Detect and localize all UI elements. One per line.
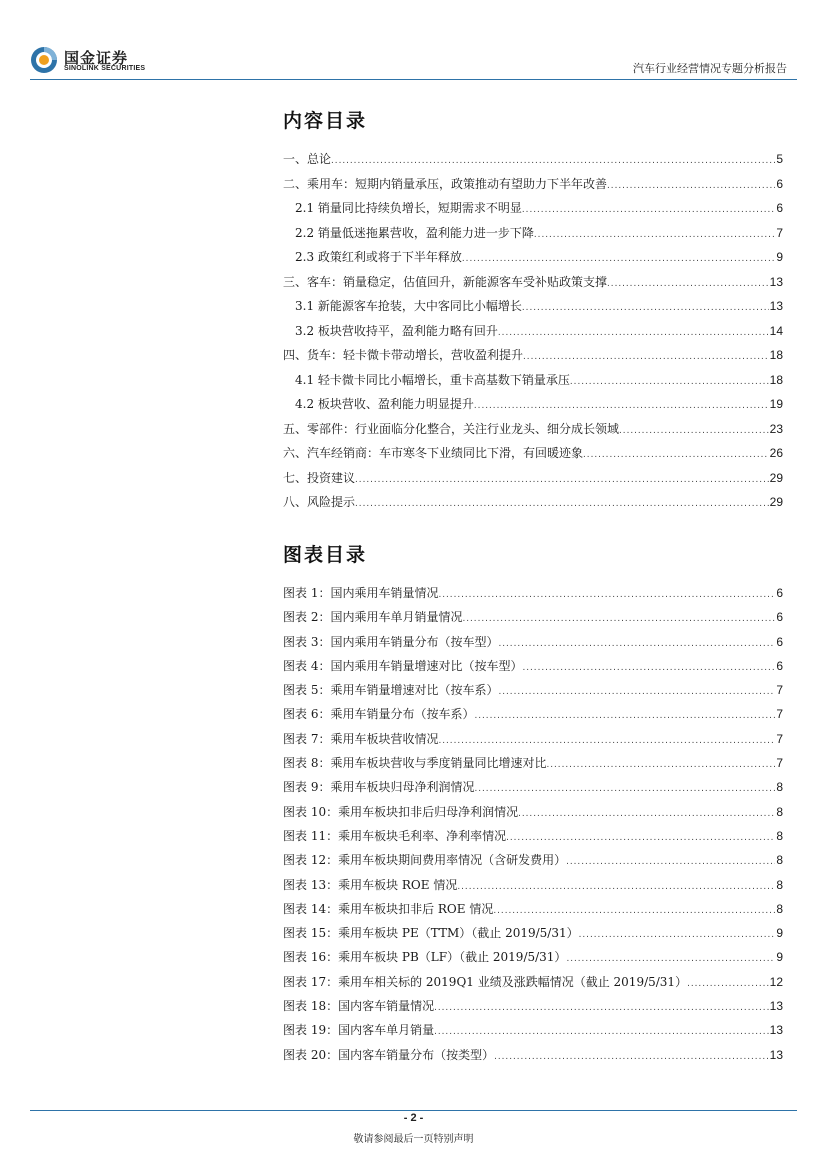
dot-leader (462, 607, 775, 631)
toc-entry-page-number: 5 (776, 152, 783, 166)
toc-entry-label: 六、汽车经销商：车市寒冬下业绩同比下滑，有回暖迹象 (283, 446, 584, 460)
toc-entry-label: 3.1 新能源客车抢装，大中客同比小幅增长 (295, 299, 522, 313)
figure-entry[interactable] (283, 897, 783, 921)
toc-entry-label: 2.3 政策红利或将于下半年释放 (295, 250, 462, 264)
company-logo (30, 46, 160, 78)
toc-entry[interactable] (283, 368, 783, 393)
figure-entry[interactable] (283, 751, 783, 775)
dot-leader (566, 947, 775, 971)
figure-entry-page-number: 7 (776, 756, 783, 771)
toc-entry[interactable] (283, 245, 783, 270)
dot-leader (498, 632, 775, 656)
toc-entry-label: 八、风险提示 (283, 495, 356, 509)
figure-entry-label: 图表 7：乘用车板块营收情况 (283, 731, 439, 746)
dot-leader (498, 321, 769, 346)
figure-entry-label: 图表 12：乘用车板块期间费用率情况（含研发费用） (283, 853, 567, 868)
toc-entry-label: 四、货车：轻卡微卡带动增长，营收盈利提升 (283, 348, 524, 362)
toc-entry-page-number: 26 (769, 446, 783, 460)
header-divider (30, 79, 797, 80)
toc-entry-page-number: 9 (776, 250, 783, 264)
figure-entry-page-number: 6 (776, 586, 783, 600)
toc-entry-page-number: 18 (769, 372, 783, 387)
figure-entry-page-number: 7 (776, 683, 783, 698)
dot-leader (534, 223, 775, 248)
dot-leader (522, 656, 775, 680)
dot-leader (494, 1045, 769, 1069)
dot-leader (434, 996, 769, 1020)
figure-entry-page-number: 7 (776, 707, 783, 722)
toc-entry-label: 五、零部件：行业面临分化整合，关注行业龙头、细分成长领域 (283, 421, 620, 436)
toc-entry[interactable] (283, 172, 783, 197)
figure-entry[interactable] (283, 1018, 783, 1042)
dot-leader (438, 729, 775, 753)
figure-entry[interactable] (283, 654, 783, 678)
page-header (0, 0, 827, 82)
toc-entry[interactable] (283, 270, 783, 295)
dot-leader (566, 850, 775, 874)
toc-entry[interactable] (283, 466, 783, 491)
figure-entry-label: 图表 16：乘用车板块 PB（LF）（截止 2019/5/31） (283, 950, 567, 965)
figure-entry-label: 图表 15：乘用车板块 PE（TTM）（截止 2019/5/31） (283, 926, 579, 941)
figure-entry[interactable] (283, 800, 783, 824)
sinolink-logo-icon (30, 46, 58, 74)
dot-leader (523, 345, 769, 370)
dot-leader (522, 198, 775, 223)
toc-entry-page-number: 18 (769, 348, 783, 362)
figure-entry[interactable] (283, 945, 783, 969)
dot-leader (570, 370, 769, 395)
figure-entry-page-number: 8 (776, 901, 783, 916)
logo-en-text: SINOLINK SECURITIES (64, 65, 146, 72)
figure-entry-page-number: 8 (776, 877, 783, 892)
dot-leader (579, 923, 776, 947)
toc-entry[interactable] (283, 319, 783, 344)
toc-entry-page-number: 6 (776, 176, 783, 191)
dot-leader (462, 247, 775, 272)
figure-entry[interactable] (283, 921, 783, 945)
figure-entry-page-number: 9 (776, 950, 783, 965)
figure-entry-page-number: 8 (776, 853, 783, 868)
dot-leader (522, 296, 769, 321)
dot-leader (474, 394, 769, 419)
dot-leader (474, 777, 775, 801)
disclaimer: 敬请参阅最后一页特别声明 (353, 1134, 474, 1145)
toc-entry-page-number: 13 (769, 274, 783, 289)
toc-entry-label: 2.1 销量同比持续负增长，短期需求不明显 (295, 201, 522, 215)
toc-entry-label: 4.1 轻卡微卡同比小幅增长，重卡高基数下销量承压 (295, 372, 570, 387)
toc-entry[interactable] (283, 147, 783, 172)
figure-entry-page-number: 8 (776, 804, 783, 819)
figure-entry-label: 图表 18：国内客车销量情况 (283, 999, 435, 1014)
toc-entry-page-number: 13 (769, 299, 783, 313)
toc-heading: 内容目录 (283, 110, 368, 132)
figure-entry[interactable] (283, 1043, 783, 1067)
toc-entry[interactable] (283, 441, 783, 466)
dot-leader (518, 802, 775, 826)
toc-entry-page-number: 19 (769, 397, 783, 411)
figure-entry[interactable] (283, 994, 783, 1018)
figure-entry-page-number: 8 (776, 828, 783, 843)
figure-entry-label: 图表 17：乘用车相关标的 2019Q1 业绩及涨跌幅情况（截止 2019/5/31） (283, 974, 688, 989)
figure-entry[interactable] (283, 630, 783, 654)
figure-entry-page-number: 8 (776, 780, 783, 795)
toc-entry-page-number: 14 (769, 323, 783, 338)
dot-leader (438, 583, 775, 607)
toc-entry[interactable] (283, 196, 783, 221)
logo-cn-text: 国金证券 (64, 49, 129, 67)
dot-leader (331, 149, 775, 174)
figure-entry-label: 图表 14：乘用车板块扣非后 ROE 情况 (283, 901, 494, 916)
dot-leader (434, 1020, 769, 1044)
report-title: 汽车行业经营情况专题分析报告 (633, 62, 787, 75)
figure-entry[interactable] (283, 581, 783, 605)
toc-entry-page-number: 23 (769, 421, 783, 436)
figure-entry-page-number: 9 (776, 926, 783, 941)
toc-entry-label: 七、投资建议 (283, 470, 356, 485)
figure-entry[interactable] (283, 678, 783, 702)
page-number: - 2 - (403, 1112, 424, 1124)
figure-entry[interactable] (283, 848, 783, 872)
dot-leader (457, 875, 775, 899)
figure-entry-label: 图表 20：国内客车销量分布（按类型） (283, 1047, 495, 1062)
figure-entry-label: 图表 8：乘用车板块营收与季度销量同比增速对比 (283, 756, 547, 771)
footer-divider (30, 1110, 797, 1111)
figure-entry-page-number: 6 (776, 634, 783, 649)
toc-entry-label: 二、乘用车：短期内销量承压，政策推动有望助力下半年改善 (283, 176, 608, 191)
dot-leader (493, 899, 775, 923)
toc-entry-label: 3.2 板块营收持平，盈利能力略有回升 (295, 323, 498, 338)
figure-entry[interactable] (283, 824, 783, 848)
figure-entry[interactable] (283, 605, 783, 629)
dot-leader (583, 443, 769, 468)
dot-leader (355, 468, 769, 493)
dot-leader (474, 704, 775, 728)
table-of-contents (283, 108, 783, 515)
toc-entry[interactable] (283, 417, 783, 442)
toc-entry-label: 一、总论 (283, 152, 332, 166)
toc-entry-page-number: 7 (776, 225, 783, 240)
figure-entry-label: 图表 11：乘用车板块毛利率、净利率情况 (283, 828, 507, 843)
figure-list (283, 542, 783, 1067)
figure-entry-label: 图表 10：乘用车板块扣非后归母净利润情况 (283, 804, 519, 819)
dot-leader (506, 826, 775, 850)
figure-entry-label: 图表 2：国内乘用车单月销量情况 (283, 610, 463, 625)
figure-entry-label: 图表 9：乘用车板块归母净利润情况 (283, 780, 475, 795)
dot-leader (687, 972, 769, 996)
figure-entry-page-number: 13 (769, 1023, 783, 1038)
toc-entry[interactable] (283, 392, 783, 417)
figure-entry-label: 图表 1：国内乘用车销量情况 (283, 586, 439, 600)
figure-entry-page-number: 6 (776, 610, 783, 625)
figure-entry-label: 图表 4：国内乘用车销量增速对比（按车型） (283, 658, 523, 673)
dot-leader (607, 272, 769, 297)
figures-heading: 图表目录 (283, 544, 368, 566)
figure-entry[interactable] (283, 873, 783, 897)
toc-entry-page-number: 29 (769, 470, 783, 485)
figure-entry[interactable] (283, 727, 783, 751)
figure-entry-page-number: 12 (769, 974, 783, 989)
toc-entry-label: 三、客车：销量稳定，估值回升，新能源客车受补贴政策支撑 (283, 274, 608, 289)
toc-entry[interactable] (283, 294, 783, 319)
toc-entry[interactable] (283, 221, 783, 246)
figure-entry-page-number: 13 (769, 1047, 783, 1062)
figure-entry-label: 图表 13：乘用车板块 ROE 情况 (283, 877, 458, 892)
toc-entry-page-number: 29 (769, 495, 783, 509)
figure-entry-label: 图表 6：乘用车销量分布（按车系） (283, 707, 475, 722)
dot-leader (607, 174, 775, 199)
figure-entry[interactable] (283, 702, 783, 726)
toc-entry[interactable] (283, 490, 783, 515)
figure-entry[interactable] (283, 970, 783, 994)
dot-leader (498, 680, 775, 704)
figure-entry-label: 图表 3：国内乘用车销量分布（按车型） (283, 634, 499, 649)
figure-entry[interactable] (283, 775, 783, 799)
figure-entry-page-number: 6 (776, 658, 783, 673)
toc-entry-label: 4.2 板块营收、盈利能力明显提升 (295, 397, 474, 411)
figure-entry-label: 图表 5：乘用车销量增速对比（按车系） (283, 683, 499, 698)
toc-entry[interactable] (283, 343, 783, 368)
figure-entry-page-number: 7 (776, 731, 783, 746)
figures-list (283, 581, 783, 1067)
dot-leader (355, 492, 769, 517)
dot-leader (546, 753, 775, 777)
figure-entry-label: 图表 19：国内客车单月销量 (283, 1023, 435, 1038)
dot-leader (619, 419, 769, 444)
toc-entry-label: 2.2 销量低迷拖累营收，盈利能力进一步下降 (295, 225, 534, 240)
toc-list (283, 147, 783, 515)
toc-entry-page-number: 6 (776, 201, 783, 215)
figure-entry-page-number: 13 (769, 999, 783, 1014)
